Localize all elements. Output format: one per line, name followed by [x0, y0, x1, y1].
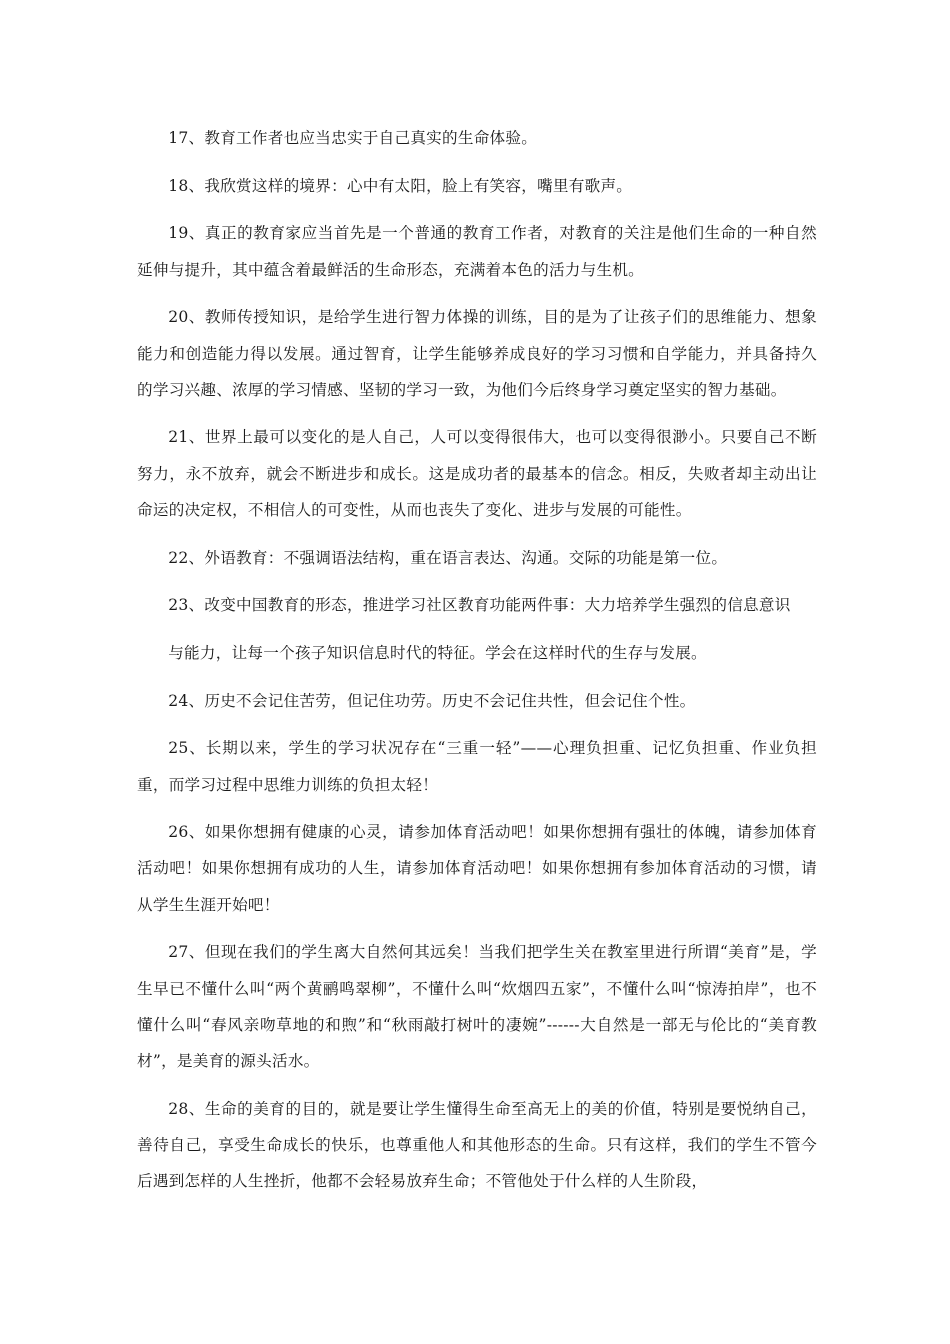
paragraph-27: 27、但现在我们的学生离大自然何其远矣！当我们把学生关在教室里进行所谓“美育”是，学生早已不懂什么叫“两个黄鹂鸣翠柳”，不懂什么叫“炊烟四五家”，不懂什么叫“惊涛拍岸”，也不懂什么叫“春风亲吻草地的和煦”和“秋雨敲打树叶的凄婉”------大自然是一部无与伦比的“美育教材”，是美育的源头活水。	[137, 943, 817, 1070]
paragraph-21: 21、世界上最可以变化的是人自己，人可以变得很伟大，也可以变得很渺小。只要自己不断努力，永不放弃，就会不断进步和成长。这是成功者的最基本的信念。相反，失败者却主动出让命运的决定权，不相信人的可变性，从而也丧失了变化、进步与发展的可能性。	[137, 428, 817, 519]
paragraph-26: 26、如果你想拥有健康的心灵，请参加体育活动吧！如果你想拥有强壮的体魄，请参加体育活动吧！如果你想拥有成功的人生，请参加体育活动吧！如果你想拥有参加体育活动的习惯，请从学生生涯开始吧！	[137, 823, 817, 914]
paragraph-18: 18、我欣赏这样的境界：心中有太阳，脸上有笑容，嘴里有歌声。	[168, 176, 633, 195]
paragraph-23: 23、改变中国教育的形态，推进学习社区教育功能两件事：大力培养学生强烈的信息意识	[168, 596, 791, 615]
paragraph-24: 24、历史不会记住苦劳，但记住功劳。历史不会记住共性，但会记住个性。	[168, 691, 696, 710]
paragraph-22: 22、外语教育：不强调语法结构，重在语言表达、沟通。交际的功能是第一位。	[168, 548, 728, 567]
document-body	[137, 120, 817, 1211]
paragraph-17: 17、教育工作者也应当忠实于自己真实的生命体验。	[168, 129, 538, 147]
paragraph-19: 19、真正的教育家应当首先是一个普通的教育工作者，对教育的关注是他们生命的一种自然延伸与提升，其中蕴含着最鲜活的生命形态，充满着本色的活力与生机。	[137, 224, 817, 279]
paragraph-20: 20、教师传授知识，是给学生进行智力体操的训练，目的是为了让孩子们的思维能力、想象能力和创造能力得以发展。通过智育，让学生能够养成良好的学习习惯和自学能力，并具备持久的学习兴趣、浓厚的学习情感、坚韧的学习一致，为他们今后终身学习奠定坚实的智力基础。	[137, 308, 817, 399]
paragraph-28: 28、生命的美育的目的，就是要让学生懂得生命至高无上的美的价值，特别是要悦纳自己，善待自己，享受生命成长的快乐，也尊重他人和其他形态的生命。只有这样，我们的学生不管今后遇到怎样的人生挫折，他都不会轻易放弃生命；不管他处于什么样的人生阶段，	[137, 1099, 817, 1191]
paragraph-25: 25、长期以来，学生的学习状况存在“三重一轻”——心理负担重、记忆负担重、作业负担重，而学习过程中思维力训练的负担太轻！	[137, 739, 817, 794]
paragraph-23-continued: 与能力，让每一个孩子知识信息时代的特征。学会在这样时代的生存与发展。	[168, 643, 707, 662]
